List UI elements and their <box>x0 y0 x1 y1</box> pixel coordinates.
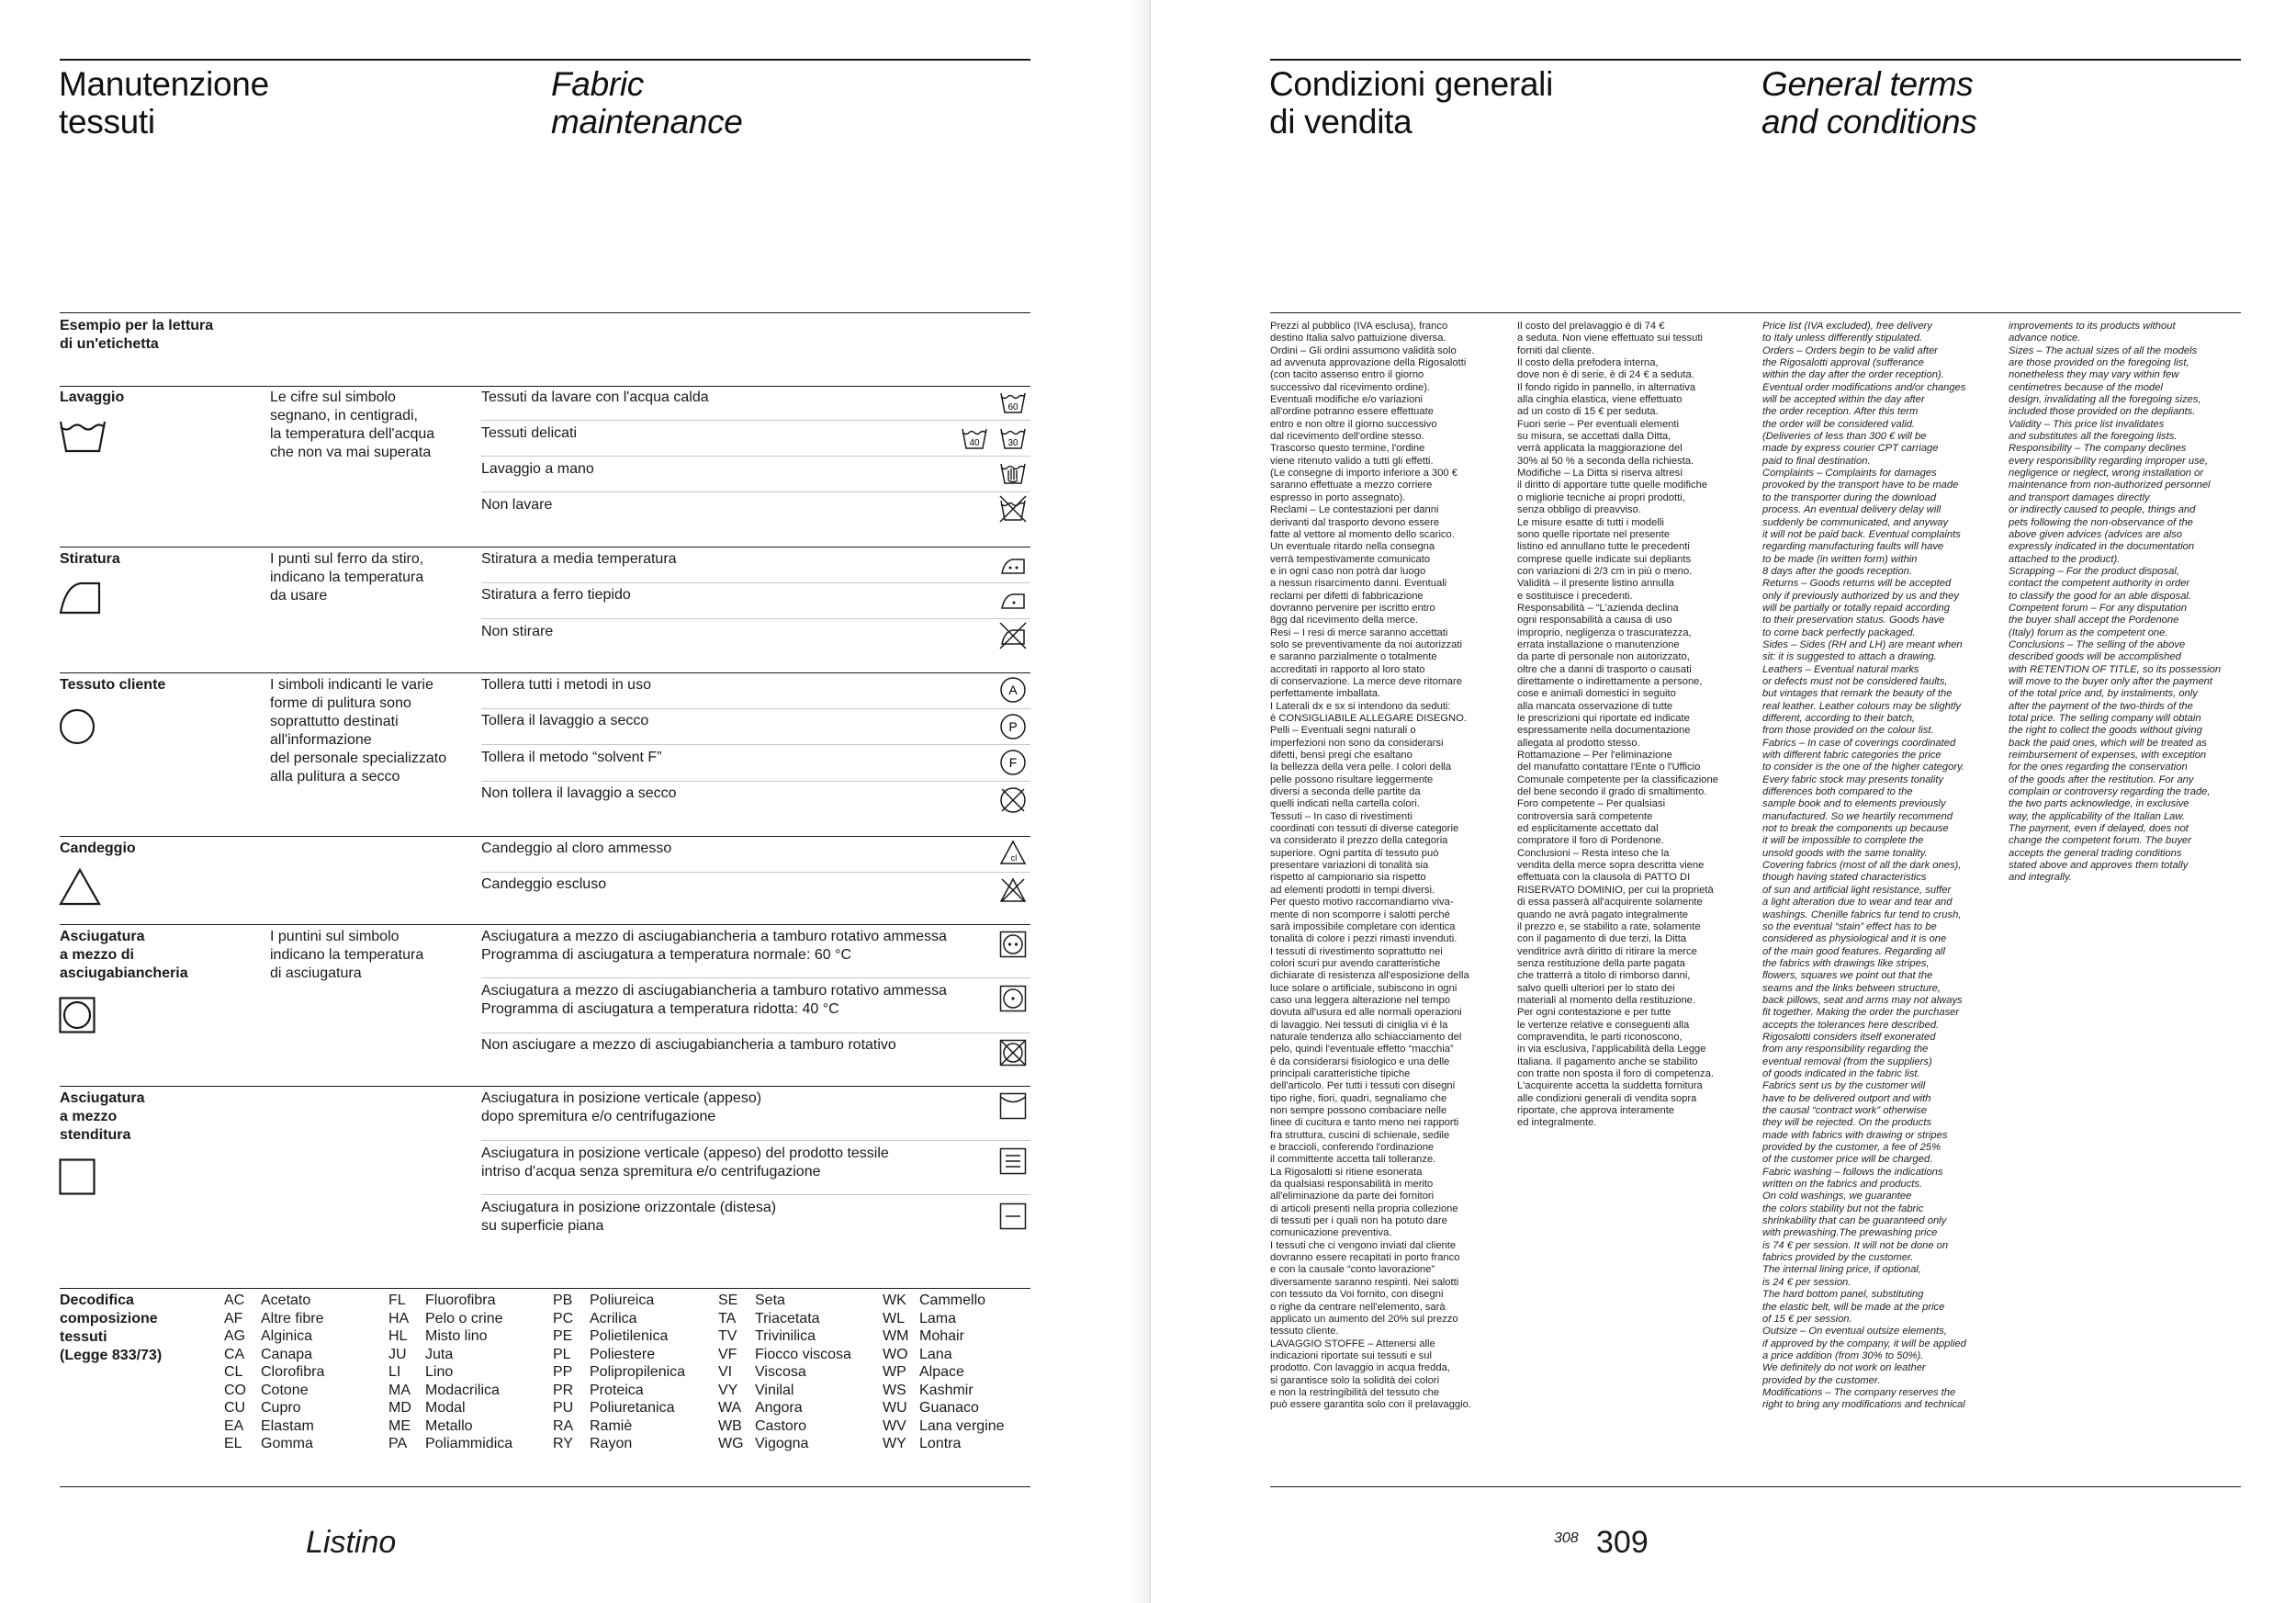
section-desc-wash: Le cifre sul simbolo segnano, in centigradi, la temperatura dell'acqua che non va mai superata <box>270 389 435 460</box>
terms-column-it-1: Prezzi al pubblico (IVA esclusa), franco destino Italia salvo pattuizione diversa. Ordini – Gli ordini assumono validità solo ad avvenuta approvazione della Rigosalotti (con tacito assenso entro il giorno successivo dal ricevimento ordine). Eventuali modifiche e/o variazioni all'ordine potranno essere effettuate entro e non oltre il giorno successivo dal ricevimento dell'ordine stesso. Trascorso questo termine, l'ordine viene ritenuto valido a tutti gli effetti. (Le consegne di importo inferiore a 300 € saranno effettuate a mezzo corriere espresso in porto assegnato). Reclami – Le contestazioni per danni derivanti dal trasporto devono essere fatte al vettore al momento dello scarico. Un eventuale ritardo nella consegna verrà tempestivamente comunicato e in ogni caso non potrà dar luogo a nessun risarcimento danni. Eventuali reclami per difetti di fabbricazione dovranno pervenire per iscritto entro 8gg dal ricevimento della merce. Resi – I resi di merce saranno accettati solo se preventivamente da noi autorizzati e saranno parzialmente o totalmente accreditati in rapporto al loro stato di conservazione. La merce deve ritornare perfettamente imballata. I Laterali dx e sx si intendono da seduti: è CONSIGLIABILE ALLEGARE DISEGNO. Pelli – Eventuali segni naturali o imperfezioni non sono da considerarsi difetti, bensì pregi che esaltano la bellezza della vera pelle. I colori della pelle possono risultare leggermente diversi a seconda delle partite da quelli indicati nella cartella colori. Tessuti – In caso di rivestimenti coordinati con tessuti di diverse categorie va considerato il prezzo della categoria superiore. Ogni partita di tessuto può presentare variazioni di tonalità sia rispetto al campionario sia rispetto ad elementi prodotti in tempi diversi. Per questo motivo raccomandiamo viva- mente di non scomporre i salotti perché sarà impossibile completare con identica tonalità di colore i pezzi rimasti invenduti. I tessuti di rivestimento soprattutto nei colori scuri pur avendo caratteristiche dichiarate di resistenza all'esposizione della luce solare o artificiale, subiscono in ogni caso una leggera alterazione nel tempo dovuta all'usura ed alle normali operazioni di lavaggio. Nei tessuti di ciniglia vi è la naturale tendenza allo schiacciamento del pelo, quindi l'eventuale effetto “macchia” è da considerarsi fisiologico e una delle principali caratteristiche tipiche dell'articolo. Per tutti i tessuti con disegni tipo righe, fiori, quadri, segnaliamo che non sempre possono combaciare nelle linee di cucitura e tanto meno nei rapporti fra struttura, cuscini di schienale, sedile e braccioli, conferendo l'ordinazione il committente accetta tali tolleranze. La Rigosalotti si ritiene esonerata da qualsiasi responsabilità in merito all'eliminazione da parte dei fornitori di articoli presenti nella propria collezione di tessuti per i quali non ha potuto dare comunicazione preventiva. I tessuti che ci vengono inviati dal cliente dovranno essere recapitati in porto franco e con la causale “conto lavorazione” diversamente saranno respinti. Nei salotti con tessuto da Voi fornito, con disegni o righe da centrare nell'elemento, sarà applicato un aumento del 20% sul prezzo tessuto cliente. LAVAGGIO STOFFE – Attenersi alle indicazioni riportate sui tessuti e sul prodotto. Con lavaggio in acqua fredda, si garantisce solo la solidità dei colori e non la restringibilità del tessuto che può essere garantita solo con il prelavaggio. <box>1270 321 1471 1411</box>
footer-rule <box>1270 1486 2241 1487</box>
svg-text:60: 60 <box>1007 402 1019 412</box>
section-rule <box>1270 312 2241 313</box>
page-title-en: Fabric maintenance <box>551 65 743 141</box>
drip-dry-icon <box>999 1147 1027 1175</box>
tumble-dry-low-icon <box>999 985 1027 1012</box>
row-divider <box>481 781 1030 782</box>
care-item: Non lavare <box>481 497 553 513</box>
care-item: Tollera il metodo “solvent F” <box>481 750 662 765</box>
dry-flat-icon <box>999 1202 1027 1230</box>
page-title-it: Condizioni generali di vendita <box>1269 65 1553 141</box>
do-not-bleach-icon <box>999 876 1027 904</box>
tumble-dry-icon <box>59 997 96 1033</box>
footer-title: Listino <box>306 1525 397 1560</box>
wash-40-icon <box>961 423 988 451</box>
wash-tub-icon <box>59 419 107 454</box>
page-fold <box>1150 0 1151 1603</box>
section-rule <box>60 386 1030 387</box>
line-dry-icon <box>999 1092 1027 1120</box>
terms-column-en-2: improvements to its products without advance notice. Sizes – The actual sizes of all the models are those provided on the foregoing list, nonetheless they may vary within few centimetres because of the model design, invalidating all the foregoing sizes, included those provided on the depliants. Validity – This price list invalidates and substitutes all the foregoing lists. Responsibility – The company declines every responsibility regarding improper use, negligence or neglect, wrong installation or maintenance from non-authorized personnel and transport damages directly or indirectly caused to people, things and pets following the non-observance of the above given advices (advices are also expressly indicated in the documentation attached to the product). Scrapping – For the product disposal, contact the competent authority in order to classify the good for an able disposal. Competent forum – For any disputation the buyer shall accept the Pordenone (Italy) forum as the competent one. Conclusions – The selling of the above described goods will be accomplished with RETENTION OF TITLE, so its possession will move to the buyer only after the payment of the total price and, by instalments, only after the payment of the two-thirds of the total price. The selling company will obtain the right to collect the goods without giving back the paid ones, which will be treated as reimbursement of expenses, with exception for the ones regarding the conservation of the goods after the restitution. For any complain or controversy regarding the trade, the two parts acknowledge, in exclusive way, the applicability of the Italian Law. The payment, even if delayed, does not change the competent forum. The buyer accepts the general trading conditions stated above and approves them totally and integrally. <box>2009 321 2222 884</box>
chlorine-bleach-icon <box>999 839 1027 866</box>
row-divider <box>481 872 1030 873</box>
iron-low-icon <box>999 586 1027 614</box>
bleach-triangle-icon <box>59 867 101 906</box>
iron-medium-icon <box>999 551 1027 579</box>
section-rule <box>60 312 1030 313</box>
care-item: Stiratura a media temperatura <box>481 551 677 567</box>
composition-names: Poliureica Acrilica Polietilenica Poliestere Polipropilenica Proteica Poliuretanica Ramiè Rayon <box>590 1293 686 1451</box>
dry-clean-f-icon <box>999 749 1027 776</box>
composition-label: Decodifica composizione tessuti (Legge 833/73) <box>60 1293 163 1363</box>
terms-column-en-1: Price list (IVA excluded), free delivery to Italy unless differently stipulated. Orders – Orders begin to be valid after the Rigosalotti approval (sufferance within the day after the order reception). Eventual order modifications and/or changes will be accepted within the day after the order reception. After this term the order will be considered valid. (Deliveries of less than 300 € will be made by express courier CPT carriage paid to final destination. Complaints – Complaints for damages provoked by the transport have to be made to the transporter during the download process. An eventual delivery delay will suddenly be communicated, and anyway it will not be paid back. Eventual complaints regarding manufacturing faults will have to be made (in written form) within 8 days after the goods reception. Returns – Goods returns will be accepted only if previously authorized by us and they will be partially or totally repaid according to their preservation status. Goods have to come back perfectly packaged. Sides – Sides (RH and LH) are meant when sit: it is suggested to attach a drawing. Leathers – Eventual natural marks or defects must not be considered faults, but vintages that remark the beauty of the real leather. Leather colours may be slightly different, according to their batch, from those provided on the colour list. Fabrics – In case of coverings coordinated with different fabric categories the price to consider is the one of the higher category. Every fabric stock may presents tonality differences both compared to the sample book and to elements previously manufactured. So we heartily recommend not to break the components up because it will be impossible to complete the unsold goods with the same tonality. Covering fabrics (most of all the dark ones), though having stated characteristics of sun and artificial light resistance, suffer a light alteration due to wear and tear and washings. Chenille fabrics fur tend to crush, so the eventual “stain” effect has to be considered as physiological and it is one of the main good features. Regarding all the fabrics with drawings like stripes, flowers, squares we point out that the seams and the links between structure, back pillows, seat and arms may not always fit together. Making the order the purchaser accepts the tolerances here described. Rigosalotti considers itself exonerated from any responsibility regarding the eventual removal (from the suppliers) of goods indicated in the fabric list. Fabrics sent us by the customer will have to be delivered outport and with the causal “contract work” otherwise they will be rejected. On the products made with fabrics with drawing or stripes provided by the customer, a fee of 25% of the customer price will be charged. Fabric washing – follows the indications written on the fabrics and products. On cold washings, we guarantee the colors stability but not the fabric shrinkability that can be guaranteed only with prewashing.The prewashing price is 74 € per session. It will not be done on fabrics provided by the customer. The internal lining price, if optional, is 24 € per session. The hard bottom panel, substituting the elastic belt, will be made at the price of 15 € per session. Outsize – On eventual outsize elements, if approved by the company, it will be applied a price addition (from 30% to 50%). We definitely do not work on leather provided by the customer. Modifications – The company reserves the right to bring any modifications and technical <box>1762 321 1966 1411</box>
svg-text:30: 30 <box>1007 438 1019 448</box>
wash-30-icon <box>999 423 1027 451</box>
section-label-bleach: Candeggio <box>60 841 136 856</box>
care-item: Stiratura a ferro tiepido <box>481 587 631 603</box>
row-divider <box>481 456 1030 457</box>
care-item: Asciugatura in posizione verticale (appeso) dopo spremitura e/o centrifugazione <box>481 1090 762 1124</box>
tumble-dry-normal-icon <box>999 931 1027 958</box>
section-rule <box>60 1086 1030 1087</box>
svg-text:P: P <box>1008 719 1018 734</box>
care-item: Non asciugare a mezzo di asciugabiancheria a tamburo rotativo <box>481 1037 896 1053</box>
page-number-small: 308 <box>1554 1530 1579 1546</box>
dry-square-icon <box>59 1158 96 1195</box>
svg-text:cl: cl <box>1010 853 1018 863</box>
care-item: Asciugatura a mezzo di asciugabiancheria a tamburo rotativo ammessa Programma di asciugatura a temperatura normale: 60 °C <box>481 929 947 963</box>
composition-codes: SE TA TV VF VI VY WA WB WG <box>718 1293 744 1451</box>
row-divider <box>481 1140 1030 1141</box>
hand-wash-icon <box>999 458 1027 486</box>
care-item: Candeggio escluso <box>481 876 607 892</box>
dry-clean-p-icon <box>999 713 1027 740</box>
composition-codes: WK WL WM WO WP WS WU WV WY <box>883 1293 909 1451</box>
page-title-en: General terms and conditions <box>1761 65 1977 141</box>
section-desc-dry-clean: I simboli indicanti le varie forme di pulitura sono soprattutto destinati all'informazione del personale specializzato alla pulitura a secco <box>270 677 447 785</box>
svg-text:40: 40 <box>969 438 980 448</box>
title-rule <box>1270 59 2241 61</box>
svg-text:F: F <box>1008 755 1018 770</box>
svg-text:A: A <box>1008 683 1018 697</box>
care-item: Lavaggio a mano <box>481 461 594 477</box>
care-item: Asciugatura in posizione verticale (appeso) del prodotto tessile intriso d'acqua senza spremitura e/o centrifugazione <box>481 1146 889 1180</box>
care-item: Tessuti delicati <box>481 425 578 441</box>
row-divider <box>481 977 1030 978</box>
dry-clean-circle-icon <box>59 708 96 745</box>
iron-icon <box>59 581 101 615</box>
do-not-wash-icon <box>999 495 1027 523</box>
care-item: Non tollera il lavaggio a secco <box>481 785 677 801</box>
do-not-dry-clean-icon <box>999 786 1027 814</box>
care-item: Tollera il lavaggio a secco <box>481 713 649 728</box>
composition-names: Acetato Altre fibre Alginica Canapa Clorofibra Cotone Cupro Elastam Gomma <box>261 1293 325 1451</box>
page-number: 309 <box>1596 1525 1649 1560</box>
composition-names: Seta Triacetata Trivinilica Fiocco viscosa Viscosa Vinilal Angora Castoro Vigogna <box>755 1293 851 1451</box>
composition-codes: PB PC PE PL PP PR PU RA RY <box>553 1293 574 1451</box>
title-rule <box>60 59 1030 61</box>
composition-names: Cammello Lama Mohair Lana Alpace Kashmir Guanaco Lana vergine Lontra <box>919 1293 1005 1451</box>
section-label-dry-clean: Tessuto cliente <box>60 677 166 693</box>
care-item: Asciugatura in posizione orizzontale (distesa) su superficie piana <box>481 1200 777 1234</box>
row-divider <box>481 618 1030 619</box>
row-divider <box>481 1194 1030 1195</box>
section-rule <box>60 836 1030 837</box>
care-item: Non stirare <box>481 624 554 639</box>
section-desc-tumble-dry: I puntini sul simbolo indicano la temperatura di asciugatura <box>270 929 424 981</box>
composition-names: Fluorofibra Pelo o crine Misto lino Juta Lino Modacrilica Modal Metallo Poliammidica <box>425 1293 513 1451</box>
section-rule <box>60 672 1030 673</box>
row-divider <box>481 708 1030 709</box>
section-label-tumble-dry: Asciugatura a mezzo di asciugabiancheria <box>60 929 188 981</box>
care-item: Candeggio al cloro ammesso <box>481 841 672 856</box>
row-divider <box>481 491 1030 492</box>
example-label: Esempio per la lettura di un'etichetta <box>60 318 214 352</box>
section-rule <box>60 924 1030 925</box>
terms-column-it-2: Il costo del prelavaggio è di 74 € a seduta. Non viene effettuato sui tessuti forniti dal cliente. Il costo della prefodera interna, dove non è di serie, è di 24 € a seduta. Il fondo rigido in pannello, in alternativa alla cinghia elastica, viene effettuato ad un costo di 15 € per seduta. Fuori serie – Per eventuali elementi su misura, se accettati dalla Ditta, verrà applicata la maggiorazione del 30% al 50 % a seconda della richiesta. Modifiche – La Ditta si riserva altresì il diritto di apportare tutte quelle modifiche o migliorie tecniche ai propri prodotti, senza obbligo di preavviso. Le misure esatte di tutti i modelli sono quelle riportate nel presente listino ed annullano tutte le precedenti comprese quelle indicate sui depliants con variazioni di 2/3 cm in più o meno. Validità – il presente listino annulla e sostituisce i precedenti. Responsabilità – “L'azienda declina ogni responsabilità a causa di uso improprio, negligenza o trascuratezza, errata installazione o manutenzione da parte di personale non autorizzato, oltre che a danni di trasporto o causati direttamente o indirettamente a persone, cose e animali domestici in seguito alla mancata osservazione di tutte le prescrizioni qui riportate ed indicate espressamente nella documentazione allegata al prodotto stesso. Rottamazione – Per l'eliminazione del manufatto contattare l'Ente o l'Ufficio Comunale competente per la classificazione del bene secondo il grado di smaltimento. Foro competente – Per qualsiasi controversia sarà competente ed esplicitamente accettato dal compratore il foro di Pordenone. Conclusioni – Resta inteso che la vendita della merce sopra descritta viene effettuata con la clausola di PATTO DI RISERVATO DOMINIO, per cui la proprietà di essa passerà all'acquirente solamente quando ne avrà pagato integralmente il prezzo e, se stabilito a rate, solamente con il pagamento di due terzi, la Ditta venditrice avrà diritto di ritirare la merce senza restituzione della parte pagata che tratterrà a titolo di rimborso danni, salvo quelli ulteriori per lo stato dei materiali al momento della restituzione. Per ogni contestazione e per tutte le vertenze relative e conseguenti alla compravendita, le parti riconoscono, in via esclusiva, l'applicabilità della Legge Italiana. Il pagamento anche se stabilito con tratte non sposta il foro di competenza. L'acquirente accetta la suddetta fornitura alle condizioni generali di vendita sopra riportate, che approva interamente ed integralmente. <box>1517 321 1718 1129</box>
section-label-iron: Stiratura <box>60 551 120 567</box>
section-desc-iron: I punti sul ferro da stiro, indicano la temperatura da usare <box>270 551 424 604</box>
footer-rule <box>60 1486 1030 1487</box>
section-label-line-dry: Asciugatura a mezzo stenditura <box>60 1090 145 1143</box>
care-item: Tollera tutti i metodi in uso <box>481 677 651 693</box>
dry-clean-a-icon <box>999 676 1027 704</box>
section-rule <box>60 1288 1030 1289</box>
do-not-tumble-dry-icon <box>999 1039 1027 1067</box>
composition-codes: FL HA HL JU LI MA MD ME PA <box>388 1293 411 1451</box>
row-divider <box>481 420 1030 421</box>
composition-codes: AC AF AG CA CL CO CU EA EL <box>224 1293 246 1451</box>
row-divider <box>481 744 1030 745</box>
page-title-it: Manutenzione tessuti <box>59 65 269 141</box>
wash-60-icon <box>999 388 1027 415</box>
do-not-iron-icon <box>999 622 1027 649</box>
care-item: Asciugatura a mezzo di asciugabiancheria a tamburo rotativo ammessa Programma di asciugatura a temperatura ridotta: 40 °C <box>481 983 947 1017</box>
page-fold-shadow <box>1131 0 1150 1603</box>
row-divider <box>481 582 1030 583</box>
section-label-wash: Lavaggio <box>60 389 125 405</box>
care-item: Tessuti da lavare con l'acqua calda <box>481 389 709 405</box>
section-rule <box>60 547 1030 548</box>
